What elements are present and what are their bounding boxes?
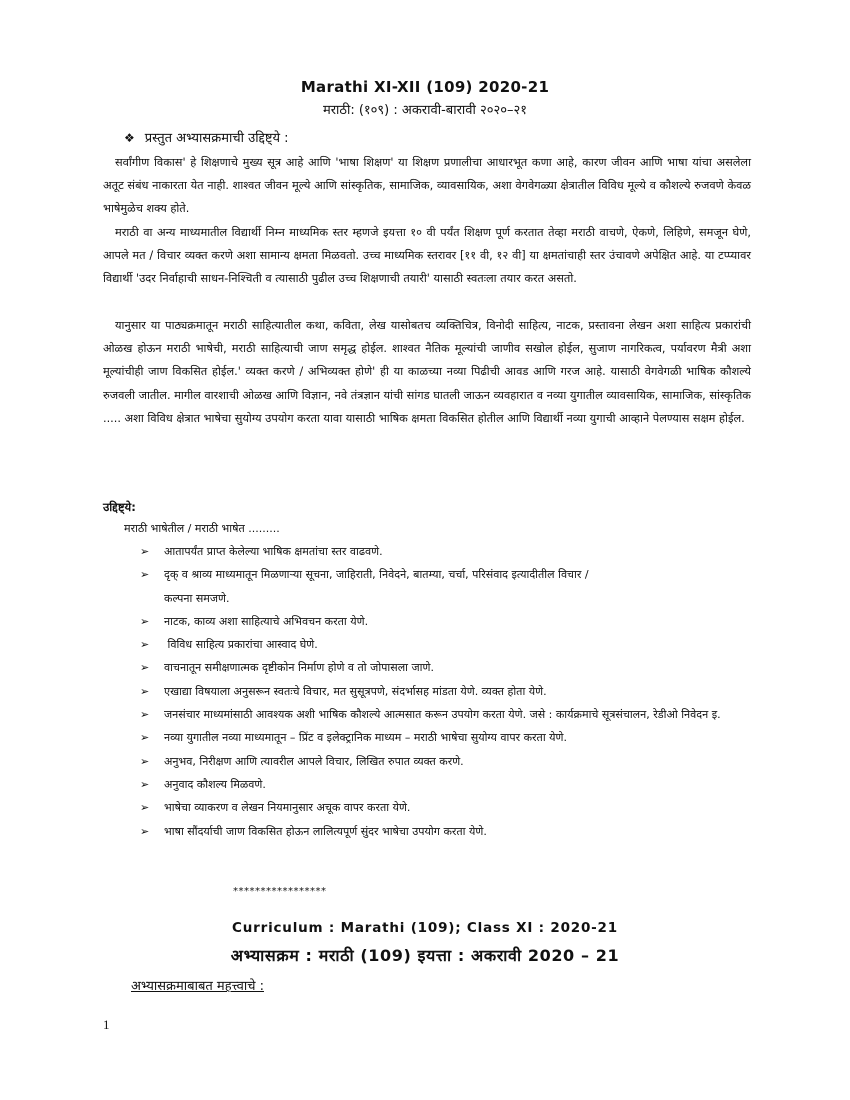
objective-item (140, 796, 760, 819)
objective-item (140, 703, 760, 726)
arrow-bullet-icon: ➢ (140, 754, 150, 768)
objective-item (140, 633, 760, 656)
objective-item (140, 750, 760, 773)
curriculum-title-marathi: अभ्यासक्रम : मराठी (109) इयत्ता : अकरावी 2020 – 21 (230, 946, 620, 965)
paragraph-1: सर्वांगीण विकास' हे शिक्षणाचे मुख्य सूत्र आहे आणि 'भाषा शिक्षण' या शिक्षण प्रणालीचा आधारभूत कणा आहे, कारण जीवन आणि भाषा यांचा असलेला अतूट संबंध नाकारता येत नाही. शाश्वत जीवन मूल्ये आणि सांस्कृतिक, सामाजिक, व्यावसायिक, अशा वेगवेगळ्या क्षेत्रातील विविध मूल्ये व कौशल्ये रुजवणे केवळ भाषेमुळेच शक्य होते. (103, 156, 751, 216)
curriculum-title: Curriculum : Marathi (109); Class XI : 2020-21 (232, 920, 618, 936)
objective-text: एखाद्या विषयाला अनुसरून स्वतःचे विचार, मत सुसूत्रपणे, संदर्भासह मांडता येणे. व्यक्त होता येणे. (164, 684, 547, 698)
objective-text: अनुवाद कौशल्य मिळवणे. (164, 777, 266, 791)
arrow-bullet-icon: ➢ (140, 661, 150, 675)
objective-item (140, 820, 760, 843)
curriculum-note-heading: अभ्यासक्रमाबाबत महत्त्वाचे : (131, 979, 264, 994)
document-subtitle: मराठी: (१०९) : अकरावी-बारावी २०२०–२१ (322, 103, 528, 118)
separator-stars: ***************** (233, 886, 327, 897)
arrow-bullet-icon: ➢ (140, 708, 150, 722)
diamond-bullet-icon: ❖ (124, 131, 135, 145)
paragraph-3: यानुसार या पाठ्यक्रमातून मराठी साहित्यातील कथा, कविता, लेख यासोबतच व्यक्तिचित्र, विनोदी साहित्य, नाटक, प्रस्तावना लेखन अशा साहित्य प्रकारांची ओळख होऊन मराठी भाषेची, मराठी साहित्याची जाण समृद्ध होईल. शाश्वत नैतिक मूल्यांची जाणीव सखोल होईल, सुजाण नागरिकत्व, पर्यावरण मैत्री अशा मूल्यांचीही जाण विकसित होईल.' व्यक्त करणे / अभिव्यक्त होणे' ही या काळच्या नव्या पिढीची आवड आणि गरज आहे. यासाठी वेगवेगळी भाषिक कौशल्ये रुजवली जातील. मागील वारशाची ओळख आणि विज्ञान, नवे तंत्रज्ञान यांची सांगड घातली जाऊन व्यवहारात व नव्या युगातील व्यावसायिक, सामाजिक, सांस्कृतिक ..... अशा विविध क्षेत्रात भाषेचा सुयोग्य उपयोग करता यावा यासाठी भाषिक क्षमता विकसित होतील आणि विद्यार्थी नव्या युगाची आव्हाने पेलण्यास सक्षम होईल. (103, 319, 751, 425)
objectives-section-heading: उद्दिष्ट्ये: (103, 500, 136, 514)
arrow-bullet-icon: ➢ (140, 777, 150, 791)
arrow-bullet-icon: ➢ (140, 731, 150, 745)
paragraph-2: मराठी वा अन्य माध्यमातील विद्यार्थी निम्न माध्यमिक स्तर म्हणजे इयत्ता १० वी पर्यंत शिक्षण पूर्ण करतात तेव्हा मराठी वाचणे, ऐकणे, लिहिणे, समजून घेणे, आपले मत / विचार व्यक्त करणे अशा सामान्य क्षमता मिळवतो. उच्च माध्यमिक स्तरावर [११ वी, १२ वी] या क्षमतांचाही स्तर उंचावणे अपेक्षित आहे. या टप्प्यावर विद्यार्थी 'उदर निर्वाहाची साधन-निश्चिती व त्यासाठी पुढील उच्च शिक्षणाची तयारी' यासाठी स्वतःला तयार करत असतो. (103, 226, 751, 286)
objective-text: भाषेचा व्याकरण व लेखन नियमानुसार अचूक वापर करता येणे. (164, 801, 411, 815)
arrow-bullet-icon: ➢ (140, 824, 150, 838)
objective-text: जनसंचार माध्यमांसाठी आवश्यक अशी भाषिक कौशल्ये आत्मसात करून उपयोग करता येणे. जसे : कार्यक्रमाचे सूत्रसंचालन, रेडीओ निवेदन इ. (164, 708, 721, 722)
arrow-bullet-icon: ➢ (140, 568, 150, 582)
arrow-bullet-icon: ➢ (140, 614, 150, 628)
document-title: Marathi XI-XII (109) 2020-21 (300, 78, 550, 96)
objective-text: नव्या युगातील नव्या माध्यमातून – प्रिंट व इलेक्ट्रानिक माध्यम – मराठी भाषेचा सुयोग्य वापर करता येणे. (164, 731, 568, 745)
objective-item (140, 680, 760, 703)
objectives-intro: मराठी भाषेतील / मराठी भाषेत ......... (124, 522, 280, 535)
page-number: 1 (103, 1017, 110, 1032)
objective-text: विविध साहित्य प्रकारांचा आस्वाद घेणे. (164, 638, 318, 652)
arrow-bullet-icon: ➢ (140, 801, 150, 815)
objective-item (140, 656, 760, 679)
objective-item (140, 563, 760, 610)
arrow-bullet-icon: ➢ (140, 545, 150, 558)
objective-item (140, 610, 760, 633)
objective-text: नाटक, काव्य अशा साहित्याचे अभिवचन करता येणे. (164, 614, 369, 628)
objective-item (140, 726, 760, 749)
arrow-bullet-icon: ➢ (140, 638, 150, 652)
objective-text: भाषा सौंदर्याची जाण विकसित होऊन लालित्यपूर्ण सुंदर भाषेचा उपयोग करता येणे. (164, 824, 487, 838)
objective-text: दृक् व श्राव्य माध्यमातून मिळणाऱ्या सूचना, जाहिराती, निवेदने, बातम्या, चर्चा, परिसंवाद इत्यादीतील विचार / कल्पना समजणे. (164, 568, 589, 605)
objectives-list (140, 540, 760, 843)
objective-text: वाचनातून समीक्षणात्मक दृष्टीकोन निर्माण होणे व तो जोपासला जाणे. (164, 661, 434, 675)
objective-item (140, 540, 760, 563)
objective-text: अनुभव, निरीक्षण आणि त्यावरील आपले विचार, लिखित रुपात व्यक्त करणे. (164, 754, 464, 768)
course-objectives-heading-label: प्रस्तुत अभ्यासक्रमाची उद्दिष्ट्ये : (144, 131, 289, 146)
arrow-bullet-icon: ➢ (140, 684, 150, 698)
course-objectives-heading (124, 128, 289, 146)
objective-item (140, 773, 760, 796)
objective-text: आतापर्यंत प्राप्त केलेल्या भाषिक क्षमतांचा स्तर वाढवणे. (164, 545, 383, 558)
